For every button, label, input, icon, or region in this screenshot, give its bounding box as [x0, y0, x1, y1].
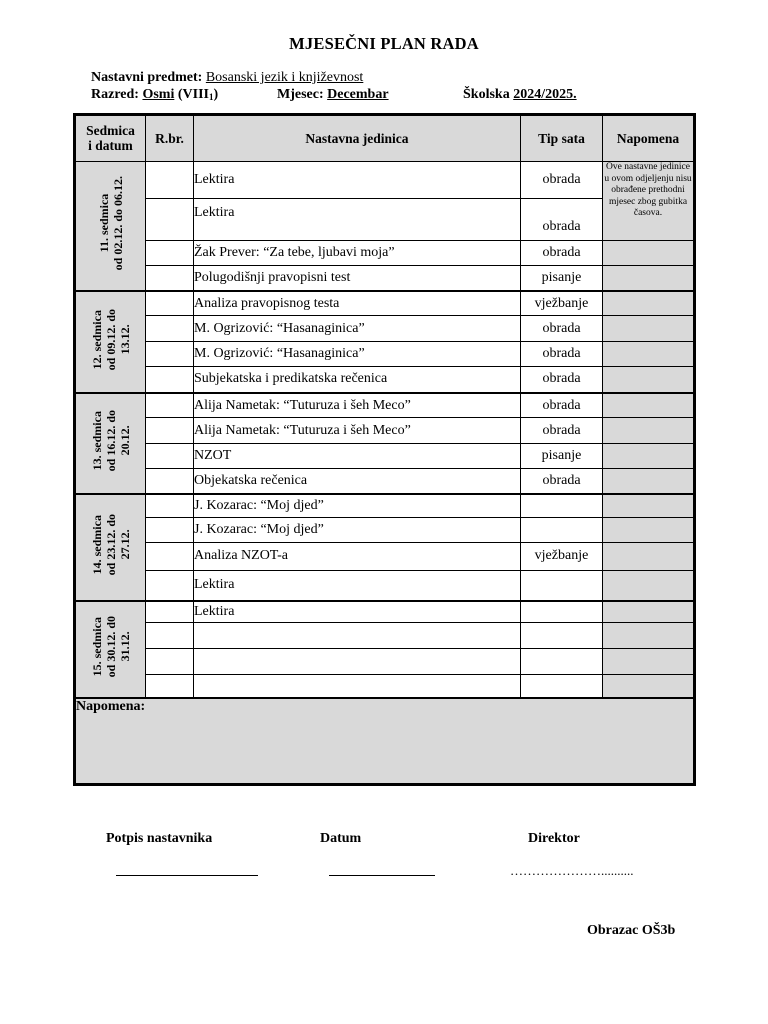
table-row	[75, 570, 695, 600]
rbr-cell	[146, 601, 194, 623]
type-cell: obrada	[521, 418, 603, 443]
type-cell: vježbanje	[521, 542, 603, 570]
type-cell: obrada	[521, 393, 603, 418]
note-cell	[603, 341, 695, 366]
table-row	[75, 393, 695, 418]
teacher-signature-line	[116, 875, 258, 876]
unit-cell: J. Kozarac: “Moj djed”	[194, 494, 521, 518]
page-title: MJESEČNI PLAN RADA	[289, 34, 479, 53]
col-week-header: Sedmica i datum	[75, 115, 146, 162]
note-cell	[603, 542, 695, 570]
class-label: Razred:	[91, 87, 139, 102]
table-row	[75, 648, 695, 674]
week-15-cell: 15. sedmica od 30.12. d0 31.12.	[75, 601, 146, 698]
unit-cell: M. Ogrizović: “Hasanaginica”	[194, 341, 521, 366]
type-cell: obrada	[521, 199, 603, 240]
unit-cell: J. Kozarac: “Moj djed”	[194, 518, 521, 542]
unit-cell: Alija Nametak: “Tuturuza i šeh Meco”	[194, 393, 521, 418]
rbr-cell	[146, 494, 194, 518]
type-cell: obrada	[521, 240, 603, 265]
footer-note: Napomena:	[75, 698, 695, 785]
rbr-cell	[146, 341, 194, 366]
week-14-cell: 14. sedmica od 23.12. do 27.12.	[75, 494, 146, 601]
note-cell	[603, 291, 695, 316]
note-cell	[603, 623, 695, 648]
rbr-cell	[146, 366, 194, 392]
month-value: Decembar	[327, 87, 389, 102]
unit-cell: Lektira	[194, 199, 521, 240]
table-row	[75, 291, 695, 316]
rbr-cell	[146, 265, 194, 290]
plan-table	[73, 113, 696, 786]
type-cell: obrada	[521, 162, 603, 199]
unit-cell: Lektira	[194, 162, 521, 199]
table-row	[75, 623, 695, 648]
rbr-cell	[146, 542, 194, 570]
unit-cell: NZOT	[194, 443, 521, 468]
type-cell: obrada	[521, 341, 603, 366]
note-cell	[603, 393, 695, 418]
year-value: 2024/2025.	[513, 87, 577, 102]
note-cell	[603, 674, 695, 697]
type-cell: obrada	[521, 468, 603, 493]
unit-cell: Subjekatska i predikatska rečenica	[194, 366, 521, 392]
class-paren-close: )	[213, 87, 219, 102]
week-13-cell: 13. sedmica od 16.12. do 20.12.	[75, 393, 146, 494]
director-signature-dots: …………………..........	[510, 863, 634, 878]
note-cell	[603, 494, 695, 518]
unit-cell: Polugodišnji pravopisni test	[194, 265, 521, 290]
unit-cell: Lektira	[194, 570, 521, 600]
type-cell: vježbanje	[521, 291, 603, 316]
table-row	[75, 366, 695, 392]
teacher-signature-label: Potpis nastavnika	[106, 831, 213, 846]
month-label: Mjesec:	[277, 87, 324, 102]
table-row	[75, 494, 695, 518]
note-cell	[603, 601, 695, 623]
rbr-cell	[146, 443, 194, 468]
table-row	[75, 240, 695, 265]
rbr-cell	[146, 418, 194, 443]
table-row	[75, 341, 695, 366]
type-cell	[521, 623, 603, 648]
unit-cell: Lektira	[194, 601, 521, 623]
unit-cell: Alija Nametak: “Tuturuza i šeh Meco”	[194, 418, 521, 443]
form-code: Obrazac OŠ3b	[587, 923, 676, 938]
type-cell: pisanje	[521, 443, 603, 468]
month-line	[277, 87, 389, 103]
note-cell	[603, 366, 695, 392]
rbr-cell	[146, 240, 194, 265]
note-cell	[603, 443, 695, 468]
unit-cell: M. Ogrizović: “Hasanaginica”	[194, 316, 521, 341]
rbr-cell	[146, 623, 194, 648]
col-unit-header: Nastavna jedinica	[194, 115, 521, 162]
date-line	[329, 875, 435, 876]
type-cell	[521, 648, 603, 674]
rbr-cell	[146, 393, 194, 418]
class-line	[91, 87, 218, 103]
unit-cell: Analiza NZOT-a	[194, 542, 521, 570]
col-type-header: Tip sata	[521, 115, 603, 162]
rbr-cell	[146, 316, 194, 341]
subject-label: Nastavni predmet:	[91, 70, 203, 85]
rbr-cell	[146, 162, 194, 199]
table-row	[75, 162, 695, 199]
table-row	[75, 443, 695, 468]
rbr-cell	[146, 468, 194, 493]
note-cell	[603, 418, 695, 443]
year-label: Školska	[463, 87, 510, 102]
subject-line	[91, 70, 363, 86]
unit-cell: Žak Prever: “Za tebe, ljubavi moja”	[194, 240, 521, 265]
date-label: Datum	[320, 831, 362, 846]
type-cell: obrada	[521, 366, 603, 392]
table-row	[75, 199, 695, 240]
unit-cell	[194, 674, 521, 697]
table-row	[75, 601, 695, 623]
unit-cell: Objekatska rečenica	[194, 468, 521, 493]
week-11-cell: 11. sedmica od 02.12. do 06.12.	[75, 162, 146, 291]
rbr-cell	[146, 648, 194, 674]
rbr-cell	[146, 199, 194, 240]
week-12-cell: 12. sedmica od 09.12. do 13.12.	[75, 291, 146, 393]
footer-note-row	[75, 698, 695, 785]
subject-value: Bosanski jezik i književnost	[205, 70, 364, 85]
unit-cell: Analiza pravopisnog testa	[194, 291, 521, 316]
table-row	[75, 265, 695, 290]
rbr-cell	[146, 570, 194, 600]
row-note: Ove nastavne jedinice u ovom odjeljenju nisu obrađene prethodni mjesec zbog gubitka časova.	[603, 162, 695, 241]
director-label: Direktor	[528, 831, 580, 846]
note-cell	[603, 570, 695, 600]
type-cell	[521, 674, 603, 697]
year-line	[463, 87, 577, 103]
class-value: Osmi	[142, 87, 175, 102]
unit-cell	[194, 648, 521, 674]
table-row	[75, 674, 695, 697]
type-cell	[521, 601, 603, 623]
col-note-header: Napomena	[603, 115, 695, 162]
note-cell	[603, 468, 695, 493]
table-row	[75, 542, 695, 570]
table-row	[75, 468, 695, 493]
col-rbr-header: R.br.	[146, 115, 194, 162]
table-header-row	[75, 115, 695, 162]
note-cell	[603, 648, 695, 674]
rbr-cell	[146, 674, 194, 697]
type-cell	[521, 518, 603, 542]
table-row	[75, 518, 695, 542]
note-cell	[603, 265, 695, 290]
type-cell	[521, 494, 603, 518]
type-cell: obrada	[521, 316, 603, 341]
rbr-cell	[146, 291, 194, 316]
table-row	[75, 418, 695, 443]
rbr-cell	[146, 518, 194, 542]
note-cell	[603, 316, 695, 341]
note-cell	[603, 518, 695, 542]
type-cell: pisanje	[521, 265, 603, 290]
class-roman: (VIII	[177, 87, 209, 102]
type-cell	[521, 570, 603, 600]
class-sub: 1	[208, 92, 214, 102]
table-row	[75, 316, 695, 341]
unit-cell	[194, 623, 521, 648]
note-cell	[603, 240, 695, 265]
